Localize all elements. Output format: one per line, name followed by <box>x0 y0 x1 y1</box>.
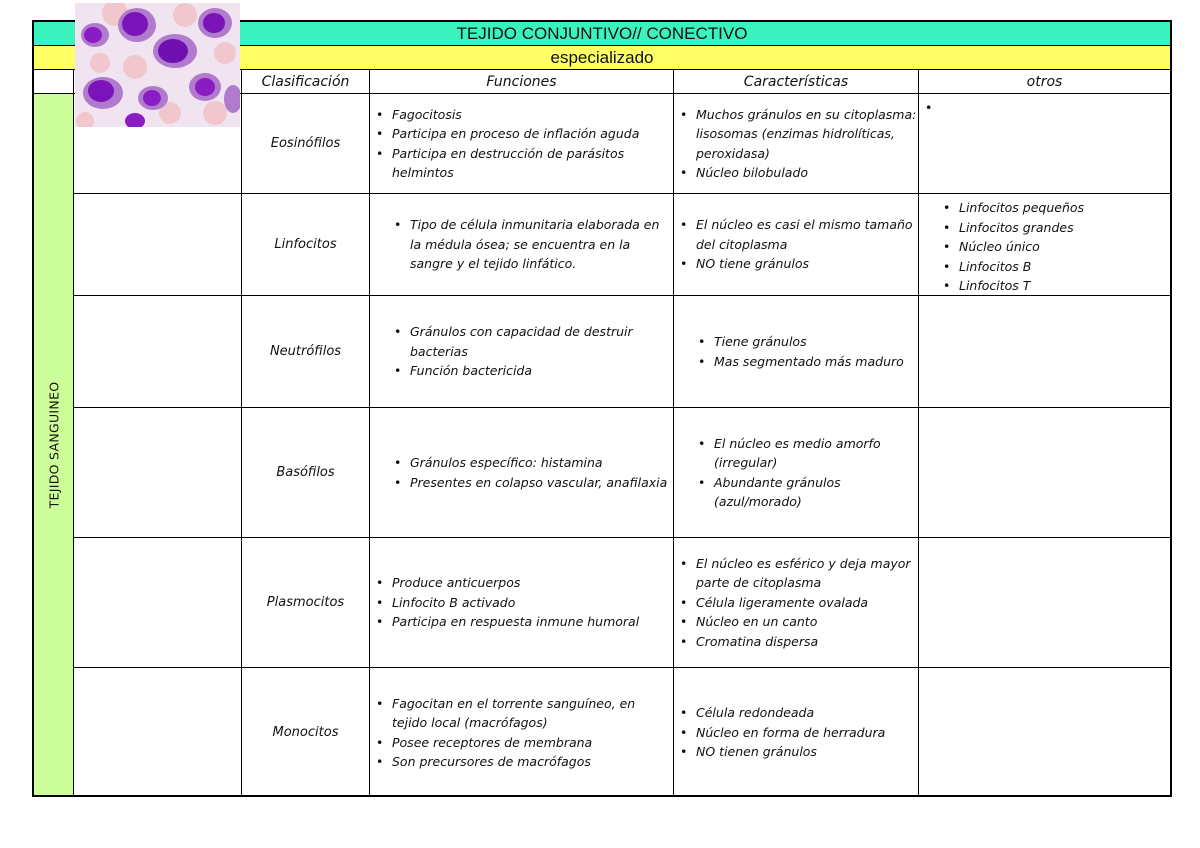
side-band <box>34 94 74 795</box>
table-sheet <box>32 20 1172 797</box>
list-item: • Núcleo único <box>919 237 1170 257</box>
table-title: TEJIDO CONJUNTIVO// CONECTIVO <box>34 22 1170 46</box>
table-subtitle: especializado <box>34 46 1170 70</box>
table-row <box>74 408 1170 538</box>
caracteristicas-list <box>674 703 885 762</box>
funciones-list <box>370 215 673 274</box>
clasificacion-cell: Linfocitos <box>242 194 370 295</box>
blood-cells-image <box>75 3 240 127</box>
list-item: • Participa en proceso de inflación aguda <box>370 124 673 144</box>
list-item: • Linfocito B activado <box>370 593 639 613</box>
list-item: • Muchos gránulos en su citoplasma: lisosomas (enzimas hidrolíticas, peroxidasa) <box>674 105 918 164</box>
list-item: • El núcleo es medio amorfo (irregular) <box>674 434 918 473</box>
list-item: • Participa en respuesta inmune humoral <box>370 612 639 632</box>
side-label: TEJIDO SANGUINEO <box>46 381 61 508</box>
list-item: • El núcleo es casi el mismo tamaño del citoplasma <box>674 215 918 254</box>
header-clasificacion: Clasificación <box>242 70 370 94</box>
caracteristicas-cell <box>674 538 919 667</box>
list-item: • Posee receptores de membrana <box>370 733 673 753</box>
caracteristicas-list <box>674 332 904 371</box>
caracteristicas-cell <box>674 194 919 295</box>
list-item: • Cromatina dispersa <box>674 632 918 652</box>
list-item: • Núcleo en un canto <box>674 612 918 632</box>
otros-cell <box>919 194 1170 295</box>
list-item: • Función bactericida <box>370 361 673 381</box>
image-cell <box>74 408 242 537</box>
caracteristicas-list <box>674 554 918 652</box>
clasificacion-cell: Neutrófilos <box>242 296 370 407</box>
list-item: • Linfocitos pequeños <box>919 198 1170 218</box>
list-item: • Linfocitos grandes <box>919 218 1170 238</box>
caracteristicas-cell <box>674 408 919 537</box>
otros-cell <box>919 94 1170 193</box>
clasificacion-cell: Eosinófilos <box>242 94 370 193</box>
list-item: • Produce anticuerpos <box>370 573 639 593</box>
list-item: • Tiene gránulos <box>674 332 904 352</box>
list-item: • Fagocitosis <box>370 105 673 125</box>
funciones-cell <box>370 408 674 537</box>
funciones-cell <box>370 296 674 407</box>
list-item: • Linfocitos T <box>919 276 1170 296</box>
list-item: • NO tienen gránulos <box>674 742 885 762</box>
funciones-cell <box>370 94 674 193</box>
list-item: • Gránulos específico: histamina <box>370 453 667 473</box>
table-row <box>74 296 1170 408</box>
clasificacion-cell: Monocitos <box>242 668 370 797</box>
caracteristicas-cell <box>674 296 919 407</box>
funciones-list <box>370 573 639 632</box>
list-item: • Célula ligeramente ovalada <box>674 593 918 613</box>
header-funciones: Funciones <box>370 70 674 94</box>
funciones-cell <box>370 668 674 797</box>
list-item: • Tipo de célula inmunitaria elaborada en la médula ósea; se encuentra en la sangre y el tejido linfático. <box>370 215 673 274</box>
list-item: • Linfocitos B <box>919 257 1170 277</box>
image-cell <box>74 538 242 667</box>
list-item: • Mas segmentado más maduro <box>674 352 904 372</box>
caracteristicas-cell <box>674 668 919 797</box>
list-item: • Participa en destrucción de parásitos helmintos <box>370 144 673 183</box>
list-item: • Abundante gránulos (azul/morado) <box>674 473 918 512</box>
clasificacion-cell: Basófilos <box>242 408 370 537</box>
table-row <box>74 538 1170 668</box>
otros-cell <box>919 668 1170 797</box>
header-otros: otros <box>919 70 1170 94</box>
caracteristicas-cell <box>674 94 919 193</box>
otros-cell <box>919 408 1170 537</box>
list-item: • Son precursores de macrófagos <box>370 752 673 772</box>
list-item: • NO tiene gránulos <box>674 254 918 274</box>
list-item: • Núcleo bilobulado <box>674 163 918 183</box>
image-cell <box>74 668 242 797</box>
caracteristicas-list <box>674 105 918 183</box>
funciones-cell <box>370 538 674 667</box>
funciones-list <box>370 105 673 183</box>
caracteristicas-list <box>674 215 918 274</box>
list-item: • Presentes en colapso vascular, anafilaxia <box>370 473 667 493</box>
image-cell <box>74 296 242 407</box>
header-blank-side <box>34 70 74 94</box>
otros-cell <box>919 296 1170 407</box>
image-cell <box>74 194 242 295</box>
table-row <box>74 194 1170 296</box>
funciones-list <box>370 322 673 381</box>
caracteristicas-list <box>674 434 918 512</box>
funciones-cell <box>370 194 674 295</box>
header-caracteristicas: Características <box>674 70 919 94</box>
funciones-list <box>370 453 667 492</box>
list-item: • El núcleo es esférico y deja mayor parte de citoplasma <box>674 554 918 593</box>
list-item: • Núcleo en forma de herradura <box>674 723 885 743</box>
otros-list <box>919 194 1170 296</box>
list-item: • Gránulos con capacidad de destruir bacterias <box>370 322 673 361</box>
list-item: • Fagocitan en el torrente sanguíneo, en tejido local (macrófagos) <box>370 694 673 733</box>
otros-cell <box>919 538 1170 667</box>
otros-list <box>919 94 1170 98</box>
list-item: • Célula redondeada <box>674 703 885 723</box>
funciones-list <box>370 694 673 772</box>
blood-cells-illustration <box>75 3 240 127</box>
clasificacion-cell: Plasmocitos <box>242 538 370 667</box>
table-row <box>74 668 1170 797</box>
